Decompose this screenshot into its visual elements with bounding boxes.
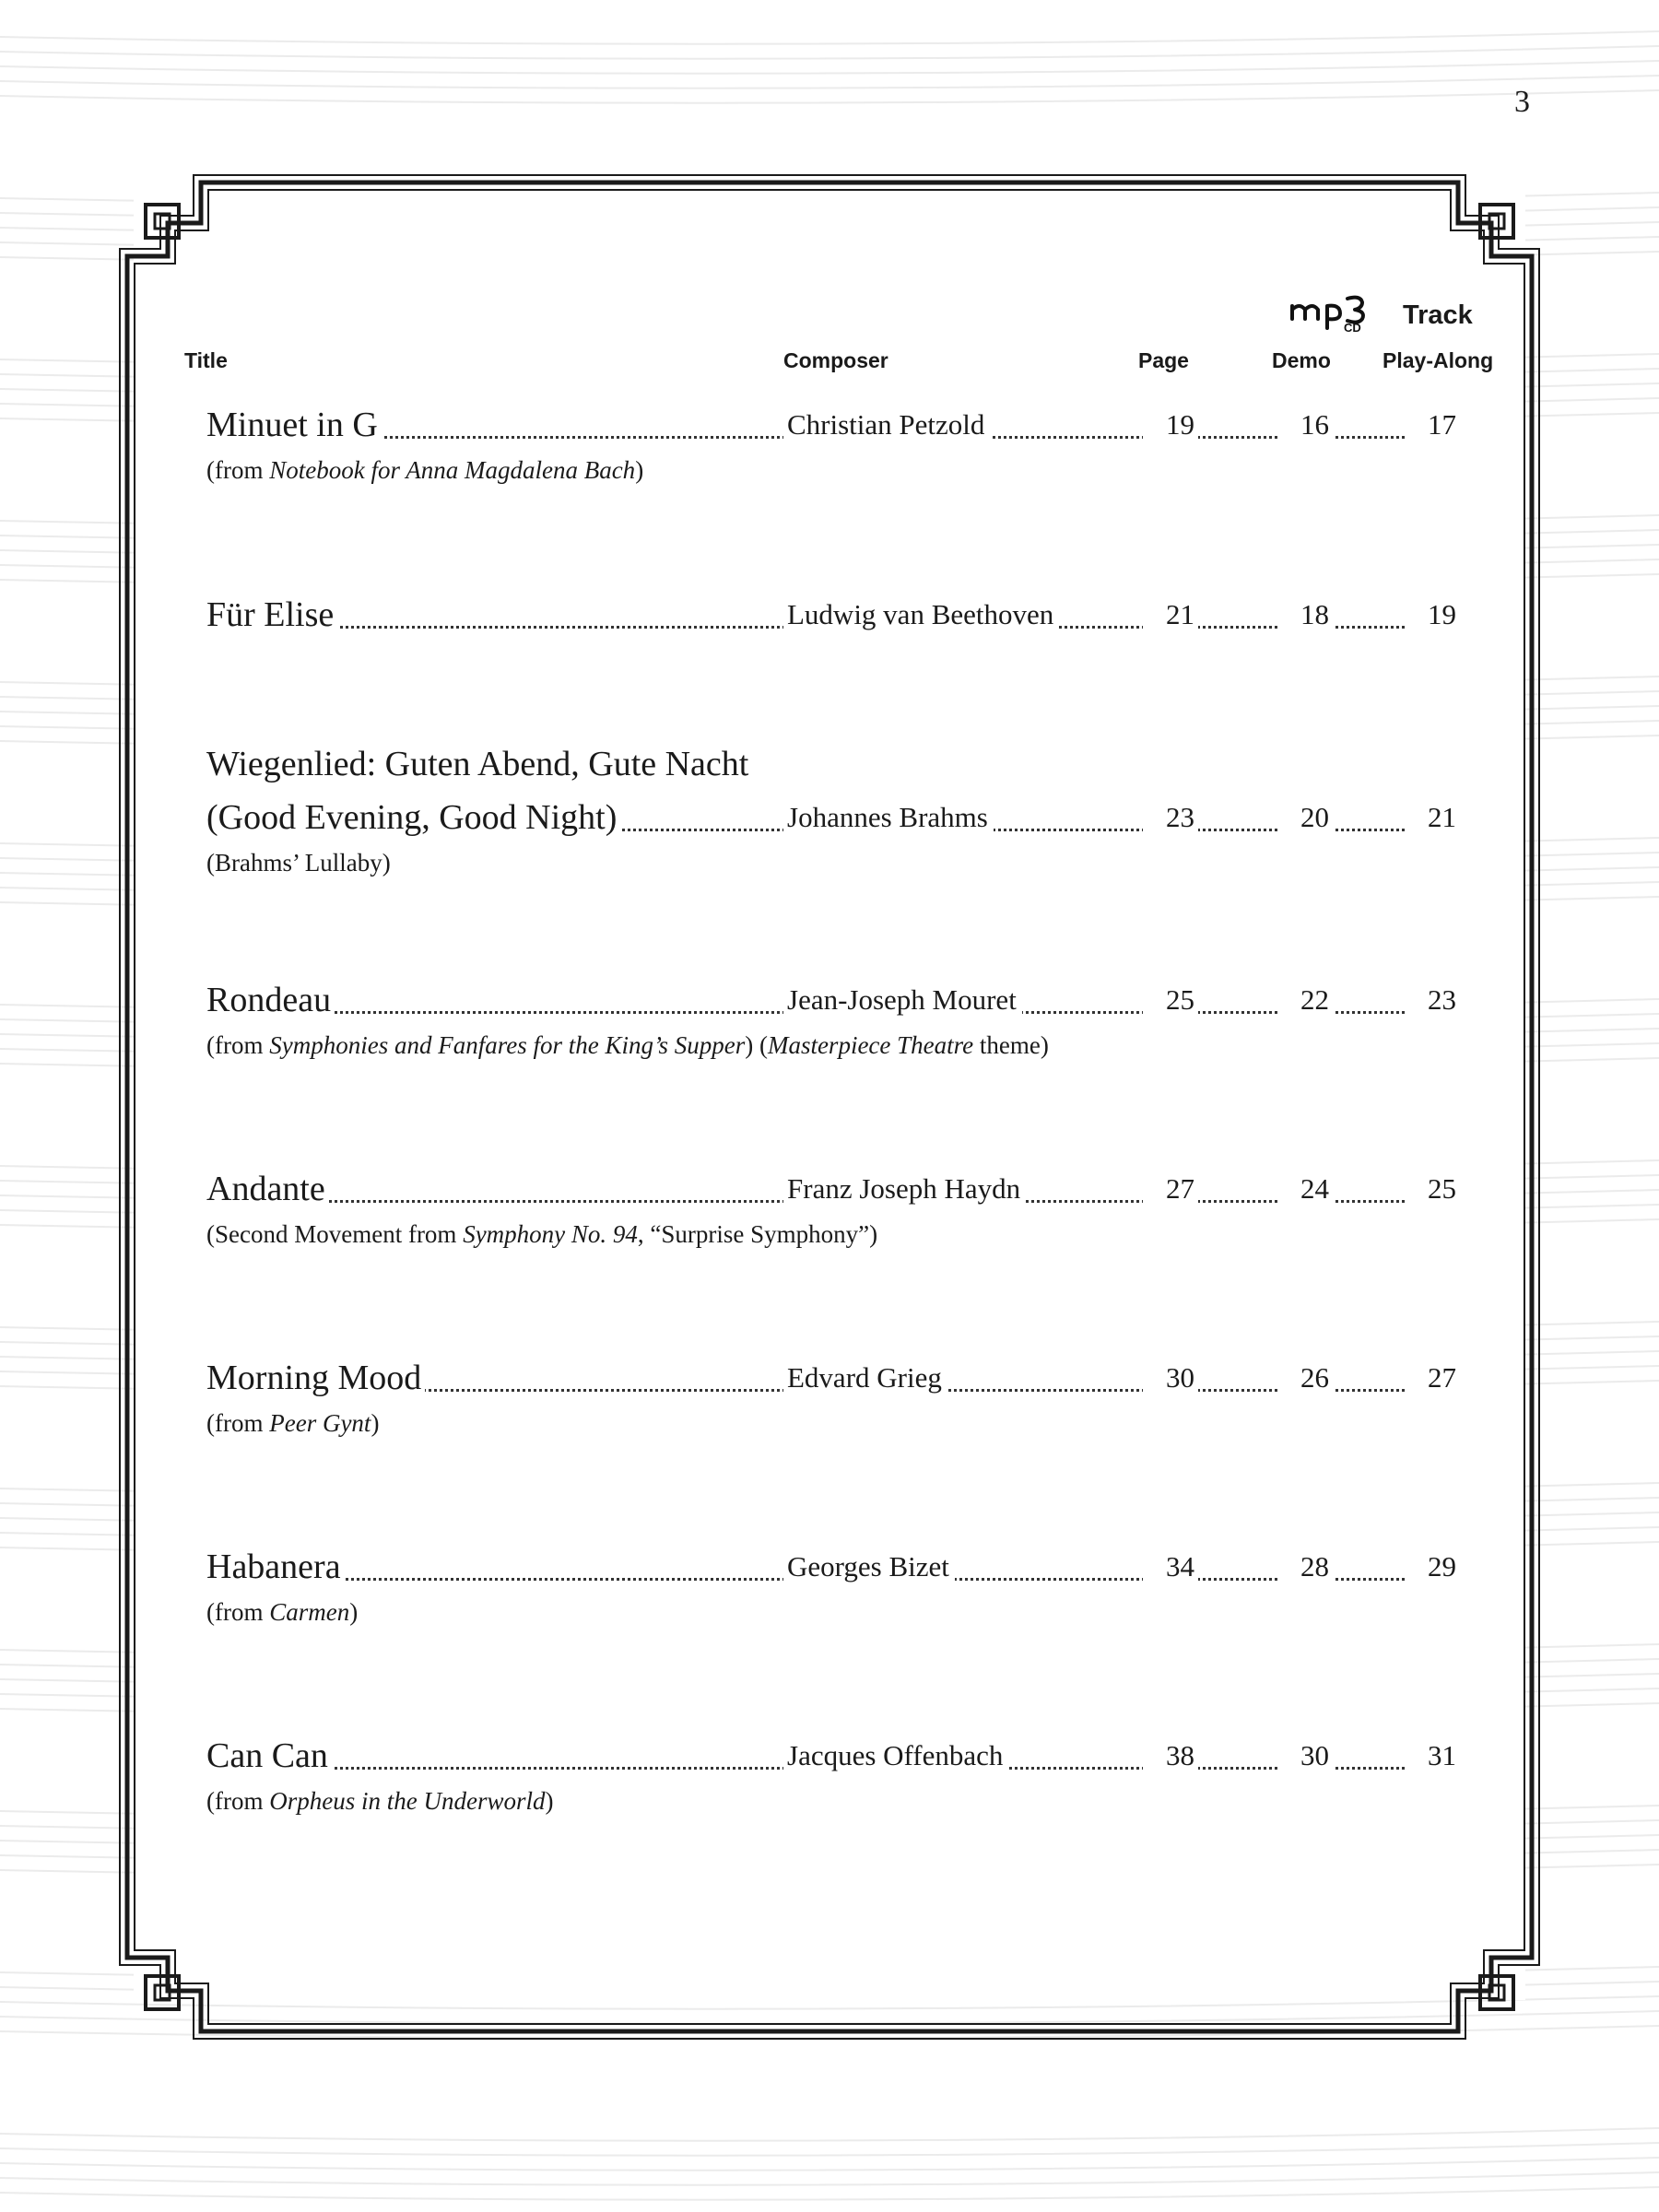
toc-entry[interactable]: [206, 588, 1460, 641]
entry-page: 19: [1143, 398, 1198, 452]
entry-subtitle: (from Carmen): [206, 1598, 359, 1626]
toc-entry[interactable]: [206, 1162, 1460, 1253]
mp3-cd-logo-icon: [1288, 293, 1397, 334]
entry-composer: Johannes Brahms: [783, 791, 994, 844]
entry-play-along-track: 29: [1405, 1540, 1460, 1594]
entry-composer: Jacques Offenbach: [783, 1729, 1008, 1783]
toc-entry[interactable]: [206, 398, 1460, 488]
entry-demo-track: 28: [1277, 1540, 1333, 1594]
column-header-play-along: Play-Along: [1382, 348, 1494, 372]
entry-page: 21: [1143, 588, 1198, 641]
entry-subtitle: (from Symphonies and Fanfares for the King’s Supper) (Masterpiece Theatre theme): [206, 1031, 1049, 1059]
svg-text:CD: CD: [1344, 321, 1361, 334]
entry-line: [206, 398, 1460, 452]
entry-page: 34: [1143, 1540, 1198, 1594]
entry-line: [206, 973, 1460, 1027]
entry-play-along-track: 31: [1405, 1729, 1460, 1783]
column-header-demo: Demo: [1272, 348, 1331, 372]
entry-demo-track: 30: [1277, 1729, 1333, 1783]
entry-demo-track: 18: [1277, 588, 1333, 641]
entry-play-along-track: 27: [1405, 1351, 1460, 1405]
entry-play-along-track: 21: [1405, 791, 1460, 844]
entry-title-first-line[interactable]: Wiegenlied: Guten Abend, Gute Nacht: [206, 745, 749, 783]
entry-composer: Jean-Joseph Mouret: [783, 973, 1022, 1027]
entry-play-along-track: 17: [1405, 398, 1460, 452]
entry-page: 27: [1143, 1162, 1198, 1216]
entry-line: [206, 1540, 1460, 1594]
track-label: Track: [1403, 300, 1473, 330]
entry-page: 30: [1143, 1351, 1198, 1405]
entry-title[interactable]: Andante: [206, 1162, 329, 1216]
entry-play-along-track: 19: [1405, 588, 1460, 641]
entry-play-along-track: 23: [1405, 973, 1460, 1027]
toc-entry[interactable]: [206, 1351, 1460, 1441]
entry-line: [206, 1162, 1460, 1216]
entry-composer: Christian Petzold: [783, 398, 990, 452]
toc-entry[interactable]: [206, 973, 1460, 1064]
entry-demo-track: 24: [1277, 1162, 1333, 1216]
entry-line: [206, 588, 1460, 641]
entry-subtitle: (from Notebook for Anna Magdalena Bach): [206, 456, 644, 484]
entry-title[interactable]: Rondeau: [206, 973, 335, 1027]
entry-title[interactable]: Minuet in G: [206, 398, 382, 452]
entry-subtitle: (Second Movement from Symphony No. 94, “Surprise Symphony”): [206, 1220, 878, 1248]
entry-play-along-track: 25: [1405, 1162, 1460, 1216]
entry-line: [206, 1729, 1460, 1783]
entry-subtitle: (from Orpheus in the Underworld): [206, 1787, 554, 1815]
entry-composer: Ludwig van Beethoven: [783, 588, 1059, 641]
entry-subtitle: (from Peer Gynt): [206, 1409, 380, 1437]
entry-page: 23: [1143, 791, 1198, 844]
track-header: [1288, 293, 1473, 334]
entry-demo-track: 16: [1277, 398, 1333, 452]
entry-composer: Franz Joseph Haydn: [783, 1162, 1026, 1216]
entry-page: 38: [1143, 1729, 1198, 1783]
entry-title[interactable]: Für Elise: [206, 588, 337, 641]
entry-title[interactable]: Habanera: [206, 1540, 345, 1594]
page-number: 3: [1514, 85, 1530, 119]
entry-line: [206, 791, 1460, 844]
toc-entry[interactable]: [206, 737, 1460, 881]
column-header-title: Title: [184, 348, 228, 372]
entry-demo-track: 26: [1277, 1351, 1333, 1405]
entry-title[interactable]: Morning Mood: [206, 1351, 425, 1405]
column-header-page: Page: [1138, 348, 1189, 372]
entry-subtitle: (Brahms’ Lullaby): [206, 849, 391, 877]
entry-line: [206, 1351, 1460, 1405]
entry-title[interactable]: Can Can: [206, 1729, 332, 1783]
entry-page: 25: [1143, 973, 1198, 1027]
entry-demo-track: 20: [1277, 791, 1333, 844]
column-header-composer: Composer: [783, 348, 888, 372]
entry-composer: Edvard Grieg: [783, 1351, 947, 1405]
entry-title[interactable]: (Good Evening, Good Night): [206, 791, 620, 844]
entry-demo-track: 22: [1277, 973, 1333, 1027]
toc-entry[interactable]: [206, 1729, 1460, 1819]
toc-entry[interactable]: [206, 1540, 1460, 1630]
entry-composer: Georges Bizet: [783, 1540, 955, 1594]
